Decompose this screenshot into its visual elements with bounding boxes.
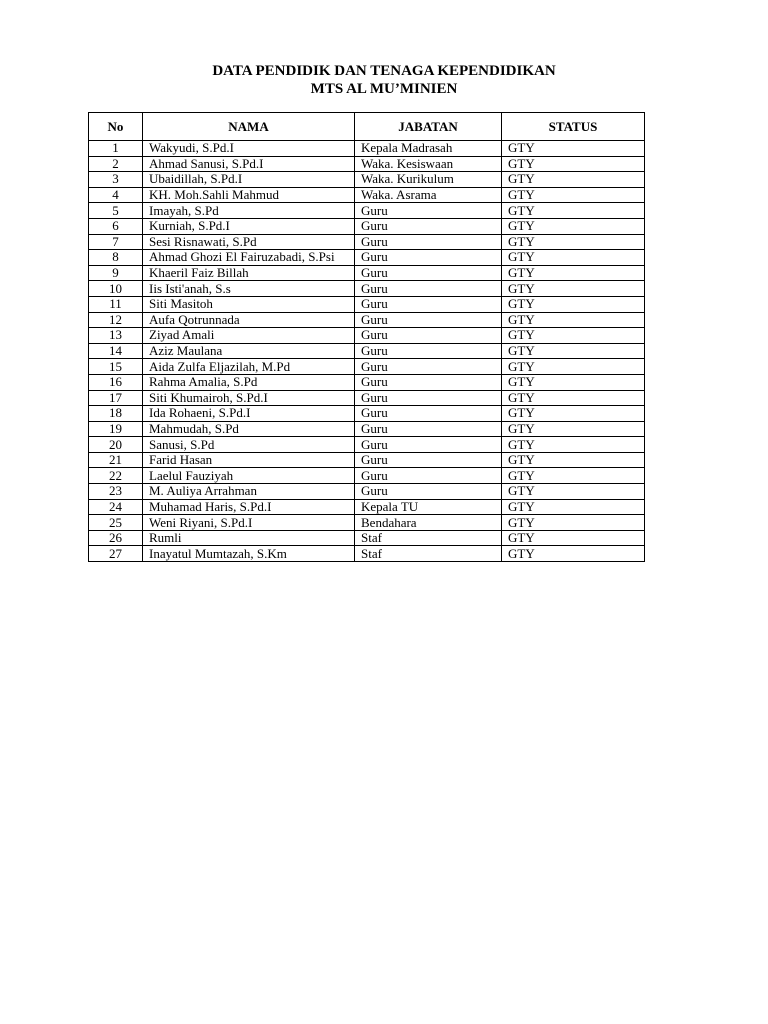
cell-status: GTY: [502, 218, 645, 234]
cell-status: GTY: [502, 359, 645, 375]
cell-no: 19: [89, 421, 143, 437]
cell-nama: Muhamad Haris, S.Pd.I: [143, 499, 355, 515]
cell-no: 18: [89, 406, 143, 422]
cell-no: 25: [89, 515, 143, 531]
cell-status: GTY: [502, 296, 645, 312]
document-title: [0, 62, 768, 98]
cell-jabatan: Guru: [355, 296, 502, 312]
cell-no: 3: [89, 172, 143, 188]
cell-jabatan: Staf: [355, 546, 502, 562]
cell-jabatan: Guru: [355, 484, 502, 500]
table-row: [89, 203, 645, 219]
table-row: [89, 406, 645, 422]
cell-nama: Siti Khumairoh, S.Pd.I: [143, 390, 355, 406]
cell-nama: Rumli: [143, 530, 355, 546]
table-row: [89, 312, 645, 328]
table-row: [89, 515, 645, 531]
cell-jabatan: Guru: [355, 437, 502, 453]
cell-nama: Aziz Maulana: [143, 343, 355, 359]
cell-nama: Iis Isti'anah, S.s: [143, 281, 355, 297]
cell-status: GTY: [502, 530, 645, 546]
cell-nama: Ziyad Amali: [143, 328, 355, 344]
table-row: [89, 187, 645, 203]
cell-no: 10: [89, 281, 143, 297]
table-row: [89, 530, 645, 546]
cell-jabatan: Guru: [355, 234, 502, 250]
cell-no: 12: [89, 312, 143, 328]
cell-status: GTY: [502, 234, 645, 250]
cell-nama: Rahma Amalia, S.Pd: [143, 374, 355, 390]
cell-status: GTY: [502, 406, 645, 422]
title-line-1: DATA PENDIDIK DAN TENAGA KEPENDIDIKAN: [212, 63, 556, 79]
table-row: [89, 499, 645, 515]
table-row: [89, 452, 645, 468]
cell-nama: KH. Moh.Sahli Mahmud: [143, 187, 355, 203]
cell-no: 15: [89, 359, 143, 375]
table-row: [89, 234, 645, 250]
cell-nama: Laelul Fauziyah: [143, 468, 355, 484]
cell-nama: Ubaidillah, S.Pd.I: [143, 172, 355, 188]
staff-table: [88, 112, 645, 562]
cell-jabatan: Guru: [355, 203, 502, 219]
cell-no: 22: [89, 468, 143, 484]
table-row: [89, 265, 645, 281]
table-row: [89, 172, 645, 188]
cell-no: 5: [89, 203, 143, 219]
cell-jabatan: Guru: [355, 374, 502, 390]
cell-nama: Aida Zulfa Eljazilah, M.Pd: [143, 359, 355, 375]
cell-status: GTY: [502, 484, 645, 500]
cell-status: GTY: [502, 421, 645, 437]
header-row: [89, 113, 645, 141]
table-header: [89, 113, 645, 141]
cell-jabatan: Waka. Kurikulum: [355, 172, 502, 188]
table-row: [89, 250, 645, 266]
cell-status: GTY: [502, 203, 645, 219]
cell-status: GTY: [502, 328, 645, 344]
cell-jabatan: Guru: [355, 281, 502, 297]
cell-status: GTY: [502, 390, 645, 406]
table-row: [89, 328, 645, 344]
cell-jabatan: Guru: [355, 452, 502, 468]
table-row: [89, 468, 645, 484]
cell-no: 23: [89, 484, 143, 500]
title-line-2: MTS AL MU’MINIEN: [310, 81, 458, 97]
cell-jabatan: Guru: [355, 265, 502, 281]
cell-status: GTY: [502, 437, 645, 453]
cell-no: 6: [89, 218, 143, 234]
table-row: [89, 218, 645, 234]
cell-jabatan: Guru: [355, 328, 502, 344]
cell-status: GTY: [502, 499, 645, 515]
cell-status: GTY: [502, 187, 645, 203]
cell-status: GTY: [502, 343, 645, 359]
cell-nama: Ahmad Ghozi El Fairuzabadi, S.Psi: [143, 250, 355, 266]
header-jabatan: JABATAN: [355, 113, 502, 141]
cell-status: GTY: [502, 468, 645, 484]
cell-no: 7: [89, 234, 143, 250]
table-row: [89, 359, 645, 375]
cell-jabatan: Guru: [355, 250, 502, 266]
cell-nama: Farid Hasan: [143, 452, 355, 468]
cell-no: 26: [89, 530, 143, 546]
cell-status: GTY: [502, 250, 645, 266]
cell-jabatan: Guru: [355, 359, 502, 375]
cell-no: 8: [89, 250, 143, 266]
table-row: [89, 296, 645, 312]
cell-nama: Imayah, S.Pd: [143, 203, 355, 219]
cell-nama: Inayatul Mumtazah, S.Km: [143, 546, 355, 562]
table-row: [89, 484, 645, 500]
cell-no: 1: [89, 141, 143, 157]
table-row: [89, 546, 645, 562]
header-nama: NAMA: [143, 113, 355, 141]
cell-nama: Siti Masitoh: [143, 296, 355, 312]
table-row: [89, 390, 645, 406]
table-row: [89, 343, 645, 359]
cell-no: 21: [89, 452, 143, 468]
cell-no: 2: [89, 156, 143, 172]
cell-status: GTY: [502, 281, 645, 297]
cell-jabatan: Guru: [355, 343, 502, 359]
cell-nama: Sesi Risnawati, S.Pd: [143, 234, 355, 250]
header-no: No: [89, 113, 143, 141]
cell-jabatan: Guru: [355, 406, 502, 422]
cell-jabatan: Waka. Kesiswaan: [355, 156, 502, 172]
cell-no: 24: [89, 499, 143, 515]
cell-status: GTY: [502, 374, 645, 390]
cell-no: 14: [89, 343, 143, 359]
cell-no: 11: [89, 296, 143, 312]
cell-no: 9: [89, 265, 143, 281]
cell-nama: Sanusi, S.Pd: [143, 437, 355, 453]
cell-nama: Weni Riyani, S.Pd.I: [143, 515, 355, 531]
cell-jabatan: Guru: [355, 218, 502, 234]
cell-nama: Ahmad Sanusi, S.Pd.I: [143, 156, 355, 172]
cell-status: GTY: [502, 452, 645, 468]
table-row: [89, 437, 645, 453]
cell-status: GTY: [502, 265, 645, 281]
cell-nama: Kurniah, S.Pd.I: [143, 218, 355, 234]
cell-jabatan: Guru: [355, 312, 502, 328]
table-row: [89, 281, 645, 297]
cell-nama: Ida Rohaeni, S.Pd.I: [143, 406, 355, 422]
cell-status: GTY: [502, 312, 645, 328]
cell-status: GTY: [502, 156, 645, 172]
cell-jabatan: Guru: [355, 421, 502, 437]
cell-jabatan: Kepala TU: [355, 499, 502, 515]
cell-jabatan: Waka. Asrama: [355, 187, 502, 203]
table-body: [89, 141, 645, 562]
table-row: [89, 374, 645, 390]
cell-jabatan: Staf: [355, 530, 502, 546]
cell-jabatan: Guru: [355, 468, 502, 484]
cell-no: 13: [89, 328, 143, 344]
cell-nama: Khaeril Faiz Billah: [143, 265, 355, 281]
cell-nama: Aufa Qotrunnada: [143, 312, 355, 328]
table-row: [89, 141, 645, 157]
cell-no: 4: [89, 187, 143, 203]
cell-jabatan: Guru: [355, 390, 502, 406]
cell-nama: M. Auliya Arrahman: [143, 484, 355, 500]
cell-status: GTY: [502, 515, 645, 531]
cell-status: GTY: [502, 546, 645, 562]
cell-status: GTY: [502, 172, 645, 188]
cell-no: 16: [89, 374, 143, 390]
header-status: STATUS: [502, 113, 645, 141]
table-row: [89, 421, 645, 437]
cell-nama: Wakyudi, S.Pd.I: [143, 141, 355, 157]
cell-status: GTY: [502, 141, 645, 157]
cell-no: 17: [89, 390, 143, 406]
cell-no: 27: [89, 546, 143, 562]
cell-nama: Mahmudah, S.Pd: [143, 421, 355, 437]
cell-jabatan: Bendahara: [355, 515, 502, 531]
cell-jabatan: Kepala Madrasah: [355, 141, 502, 157]
table-row: [89, 156, 645, 172]
cell-no: 20: [89, 437, 143, 453]
